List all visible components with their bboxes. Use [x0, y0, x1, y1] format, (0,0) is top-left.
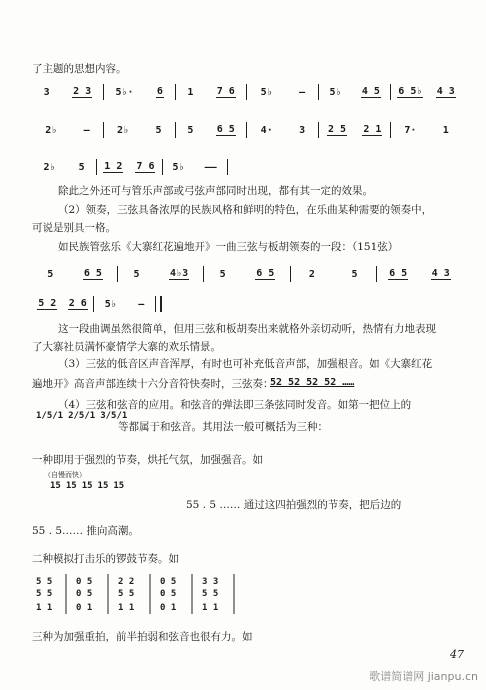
score-row-3: 2♭ 5 1 2 7 6 5♭ —— [32, 155, 292, 175]
svg-text:0 5: 0 5 [160, 577, 177, 587]
svg-text:0 5: 0 5 [76, 577, 93, 587]
svg-text:1 1: 1 1 [118, 603, 135, 613]
svg-text:1 1: 1 1 [36, 603, 53, 613]
svg-text:5 5: 5 5 [36, 577, 53, 587]
svg-text:0 1: 0 1 [160, 603, 177, 613]
tempo-marking: （自慢而快） [44, 471, 86, 479]
svg-text:5 5: 5 5 [118, 589, 135, 599]
text-line: （2）领奏，三弦具备浓厚的民族风格和鲜明的特色，在乐曲某种需要的领奏中， [58, 204, 433, 216]
svg-text:0 5: 0 5 [160, 589, 177, 599]
text-line: 可说是别具一格。 [32, 222, 116, 234]
text-line: 等都属于和弦音。其用法一般可概括为三种： [118, 421, 328, 433]
watermark-footer: 歌谱简谱网 jianpu.cn [369, 670, 478, 683]
text-line: 这一段曲调虽然很简单，但用三弦和板胡奏出来就格外亲切动听，热情有力地表现 [58, 323, 436, 335]
score-row-1: 3 2 3 5♭· 6 1 7 6 5♭ — 5♭ 4 5 6 5♭ 4 3 [43, 86, 455, 98]
text-line: 了主题的思想内容。 [32, 63, 127, 75]
bass-pattern: 52 52 52 52 …… [270, 377, 355, 388]
svg-text:5 5: 5 5 [36, 589, 53, 599]
score-row-4: 5 6 5 5 4♭3 5 6 5 2 5 6 5 4 3 [47, 268, 450, 280]
svg-text:5 5: 5 5 [202, 589, 219, 599]
svg-text:1 1: 1 1 [202, 603, 219, 613]
svg-text:2 2: 2 2 [118, 577, 135, 587]
text-line: 一种即用于强烈的节奏，烘托气氛，加强强音。如 [32, 454, 263, 466]
score-row-5: 5 2 2 6 5♭ — [32, 292, 162, 312]
text-line: （3）三弦的低音区声音浑厚，有时也可补充低音声部，加强根音。如《大寨红花 [58, 358, 433, 370]
text-line: 遍地开》高音声部连续十六分音符快奏时，三弦奏： [32, 378, 274, 390]
text-line: 如民族管弦乐《大寨红花遍地开》一曲三弦与板胡领奏的一段：（151弦） [58, 241, 399, 253]
page-number: 47 [450, 648, 464, 661]
svg-text:0 1: 0 1 [76, 603, 93, 613]
chord-rhythm: 15 15 15 15 15 [50, 481, 125, 491]
text-line: 除此之外还可与管乐声部或弓弦声部同时出现，都有其一定的效果。 [58, 185, 373, 197]
svg-text:0 5: 0 5 [76, 589, 93, 599]
svg-text:3 3: 3 3 [202, 577, 219, 587]
score-row-2: 2♭ — 2♭ 5 5 6 5 4· 3 2 5 2 1 7· 1 [45, 124, 449, 136]
text-line: 三种为加强重拍，前半拍弱和弦音也很有力。如 [32, 631, 253, 643]
chord-examples: 1/5/1 2/5/1 3/5/1 [36, 411, 128, 421]
text-line: （4）三弦和弦音的应用。和弦音的弹法即三条弦同时发音。如第一把位上的 [58, 399, 412, 411]
gong-drum-rhythm [32, 572, 332, 622]
text-line: 55 . 5 …… 通过这四拍强烈的节奏，把后边的 [186, 499, 402, 511]
text-line: 55 . 5…… 推向高潮。 [32, 525, 139, 537]
text-line: 二种模拟打击乐的锣鼓节奏。如 [32, 553, 179, 565]
text-line: 了大寨社员满怀豪情学大寨的欢乐情景。 [32, 341, 221, 353]
